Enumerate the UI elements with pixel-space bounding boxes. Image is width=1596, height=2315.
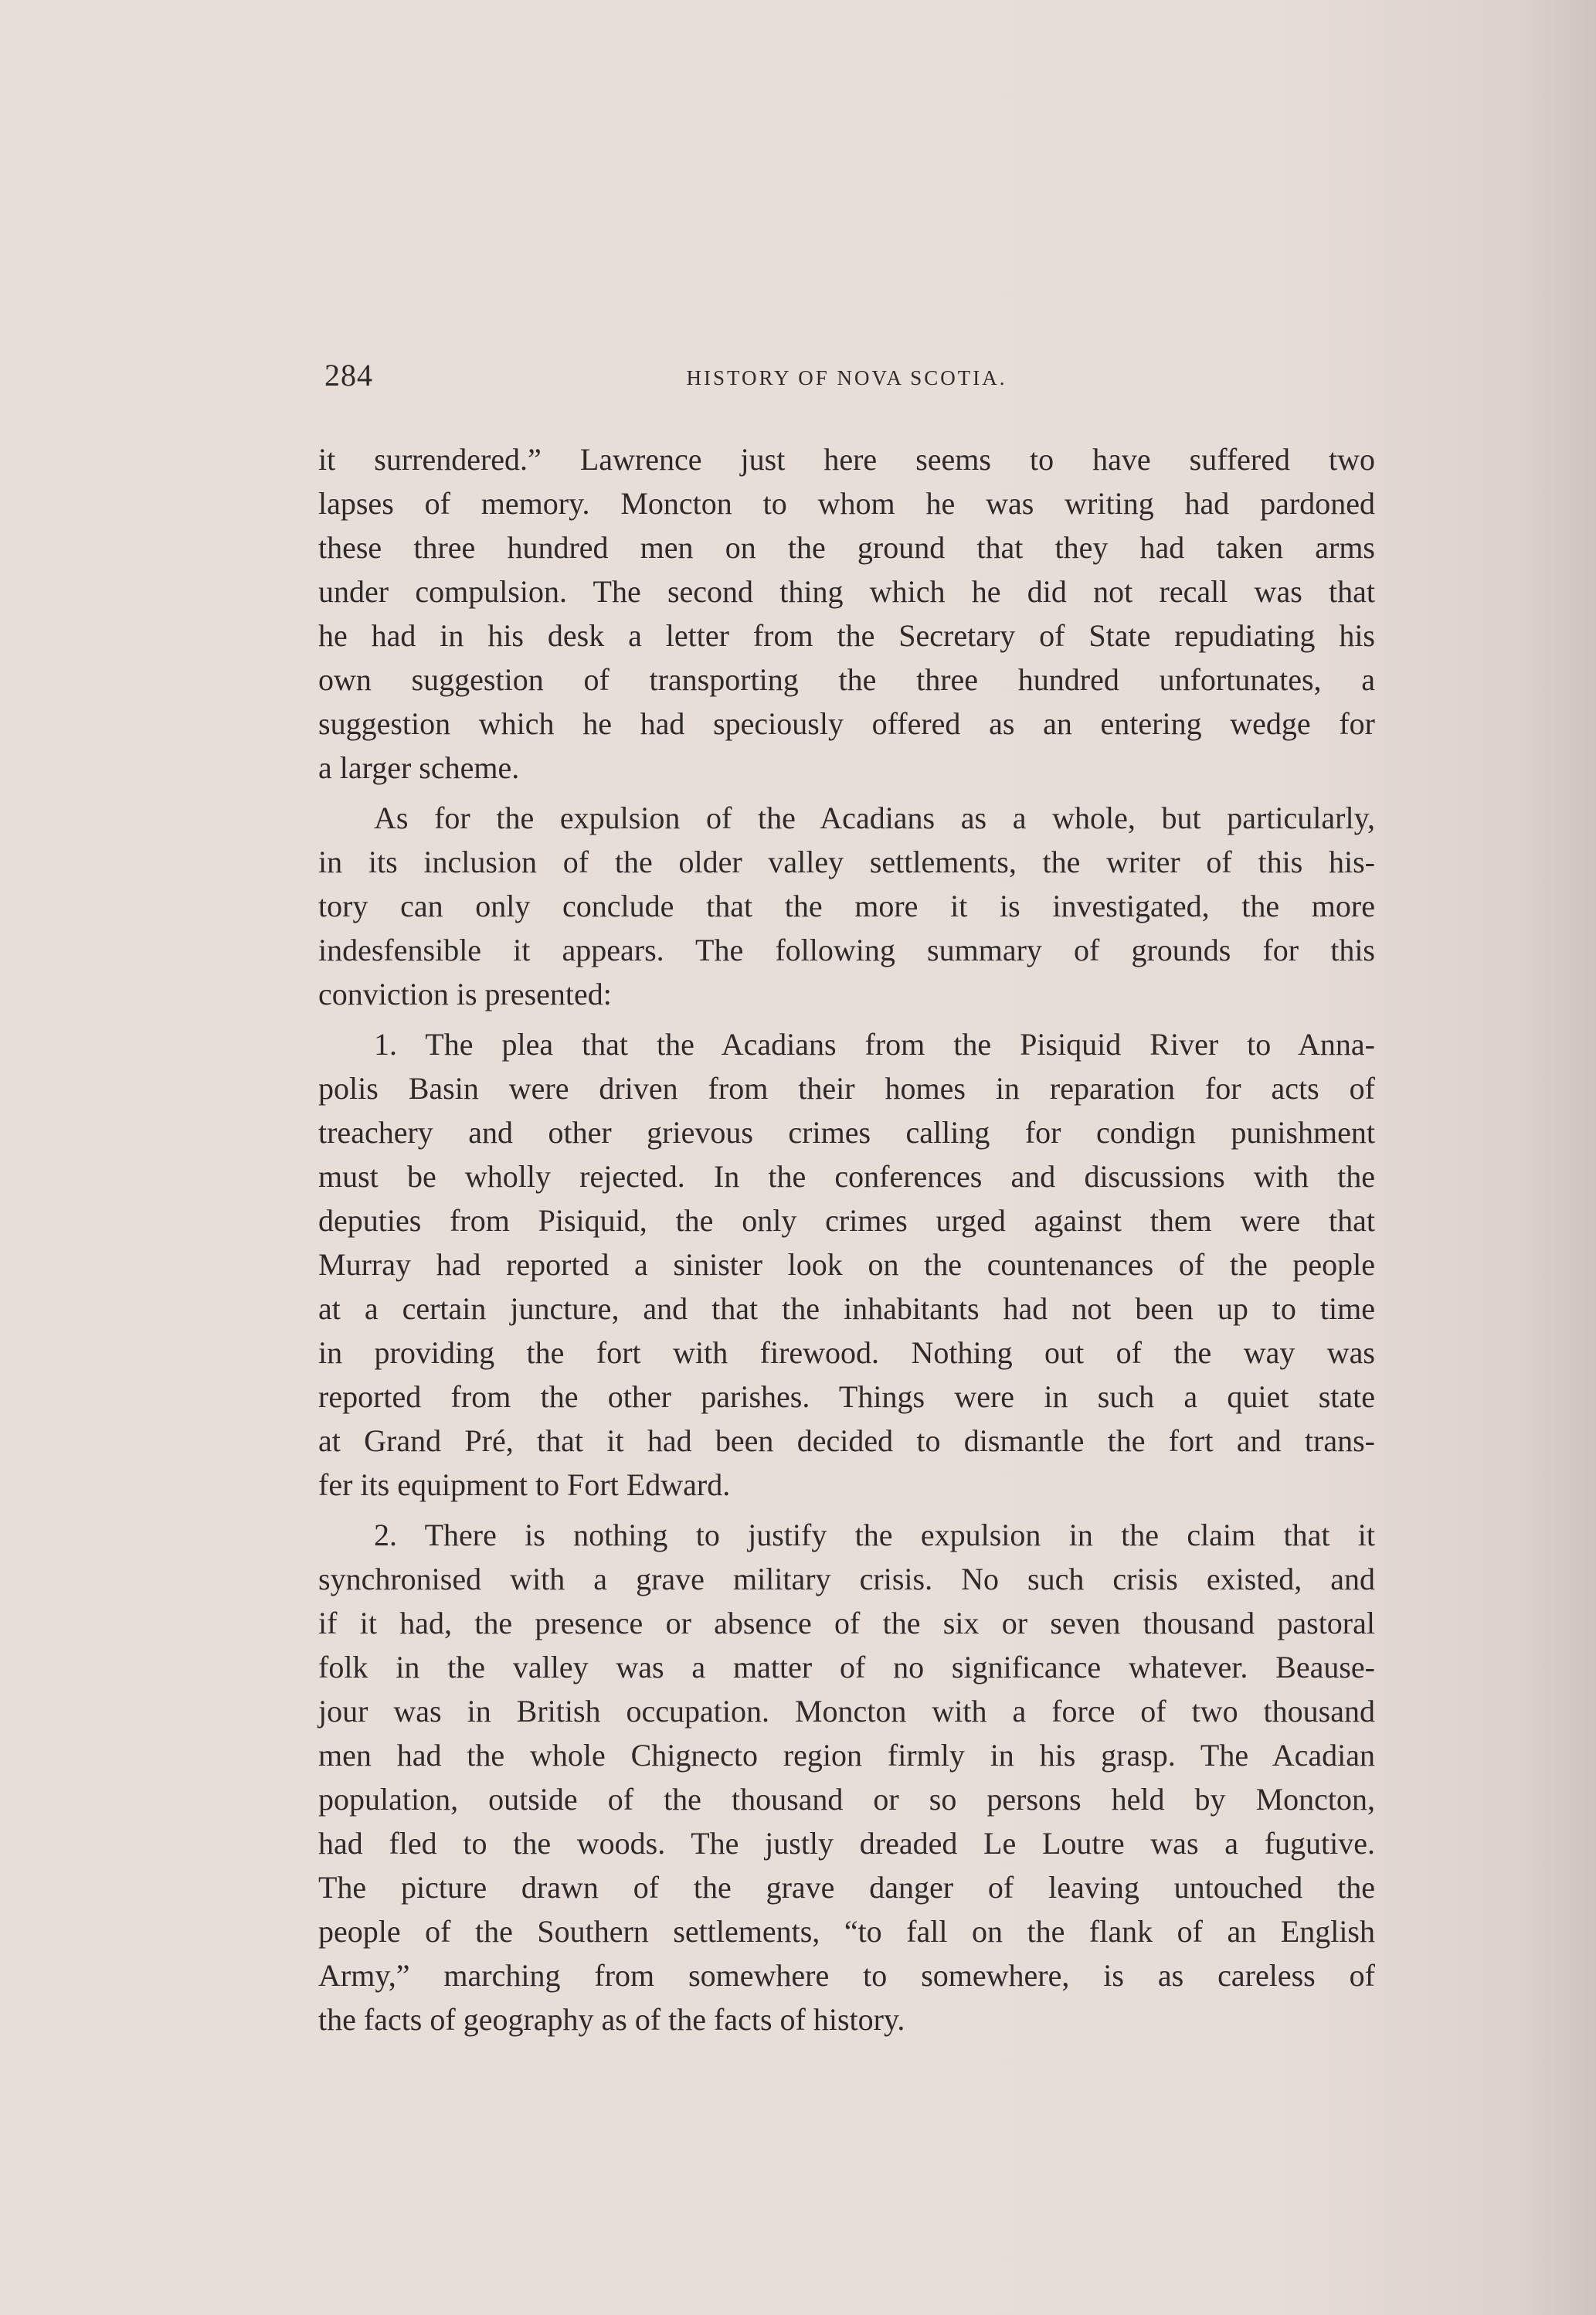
body-text bbox=[318, 437, 1375, 2041]
text-line: As for the expulsion of the Acadians as a whole, but particularly, bbox=[374, 801, 1375, 835]
text-line: men had the whole Chignecto region firmly in his grasp. The Acadian bbox=[318, 1738, 1375, 1773]
text-line: treachery and other grievous crimes calling for condign punishment bbox=[318, 1115, 1375, 1150]
text-line: synchronised with a grave military crisis. No such crisis existed, and bbox=[318, 1562, 1375, 1596]
paragraph bbox=[318, 437, 1375, 790]
text-line: the facts of geography as of the facts of history. bbox=[318, 2002, 905, 2037]
text-line: reported from the other parishes. Things were in such a quiet state bbox=[318, 1379, 1375, 1414]
text-line: people of the Southern settlements, “to fall on the flank of an English bbox=[318, 1914, 1375, 1949]
text-line: jour was in British occupation. Moncton with a force of two thousand bbox=[318, 1694, 1375, 1729]
text-line: folk in the valley was a matter of no significance whatever. Beause- bbox=[318, 1650, 1375, 1684]
text-line: Army,” marching from somewhere to somewhere, is as careless of bbox=[318, 1958, 1375, 1993]
text-line: at Grand Pré, that it had been decided to dismantle the fort and trans- bbox=[318, 1423, 1375, 1458]
text-line: tory can only conclude that the more it is investigated, the more bbox=[318, 889, 1375, 923]
text-line: 2. There is nothing to justify the expulsion in the claim that it bbox=[374, 1518, 1375, 1552]
paragraph bbox=[318, 1513, 1375, 2041]
text-line: under compulsion. The second thing which he did not recall was that bbox=[318, 574, 1375, 609]
text-line: deputies from Pisiquid, the only crimes urged against them were that bbox=[318, 1203, 1375, 1238]
text-line: at a certain juncture, and that the inhabitants had not been up to time bbox=[318, 1291, 1375, 1326]
text-line: he had in his desk a letter from the Secretary of State repudiating his bbox=[318, 618, 1375, 653]
text-line: lapses of memory. Moncton to whom he was writing had pardoned bbox=[318, 486, 1375, 521]
text-line: in its inclusion of the older valley settlements, the writer of this his- bbox=[318, 845, 1375, 879]
text-line: in providing the fort with firewood. Nothing out of the way was bbox=[318, 1335, 1375, 1370]
paragraph bbox=[318, 1022, 1375, 1507]
text-line: polis Basin were driven from their homes in reparation for acts of bbox=[318, 1071, 1375, 1106]
text-line: indesfensible it appears. The following summary of grounds for this bbox=[318, 933, 1375, 967]
text-line: fer its equipment to Fort Edward. bbox=[318, 1467, 731, 1502]
text-line: if it had, the presence or absence of the six or seven thousand pastoral bbox=[318, 1606, 1375, 1640]
text-line: suggestion which he had speciously offered as an entering wedge for bbox=[318, 706, 1375, 741]
text-line: conviction is presented: bbox=[318, 977, 612, 1011]
text-line: own suggestion of transporting the three hundred unfortunates, a bbox=[318, 662, 1375, 697]
text-line: The picture drawn of the grave danger of leaving untouched the bbox=[318, 1870, 1375, 1905]
text-line: 1. The plea that the Acadians from the Pisiquid River to Anna- bbox=[374, 1027, 1375, 1062]
text-line: it surrendered.” Lawrence just here seems to have suffered two bbox=[318, 442, 1375, 477]
text-line: a larger scheme. bbox=[318, 750, 520, 785]
text-line: must be wholly rejected. In the conferences and discussions with the bbox=[318, 1159, 1375, 1194]
paragraph bbox=[318, 796, 1375, 1016]
text-line: population, outside of the thousand or so persons held by Moncton, bbox=[318, 1782, 1375, 1817]
text-line: Murray had reported a sinister look on the countenances of the people bbox=[318, 1247, 1375, 1282]
text-line: had fled to the woods. The justly dreaded Le Loutre was a fugutive. bbox=[318, 1826, 1375, 1861]
page-header bbox=[318, 357, 1375, 403]
text-line: these three hundred men on the ground that they had taken arms bbox=[318, 530, 1375, 565]
running-head: HISTORY OF NOVA SCOTIA. bbox=[686, 366, 1007, 389]
page-number: 284 bbox=[324, 358, 373, 393]
